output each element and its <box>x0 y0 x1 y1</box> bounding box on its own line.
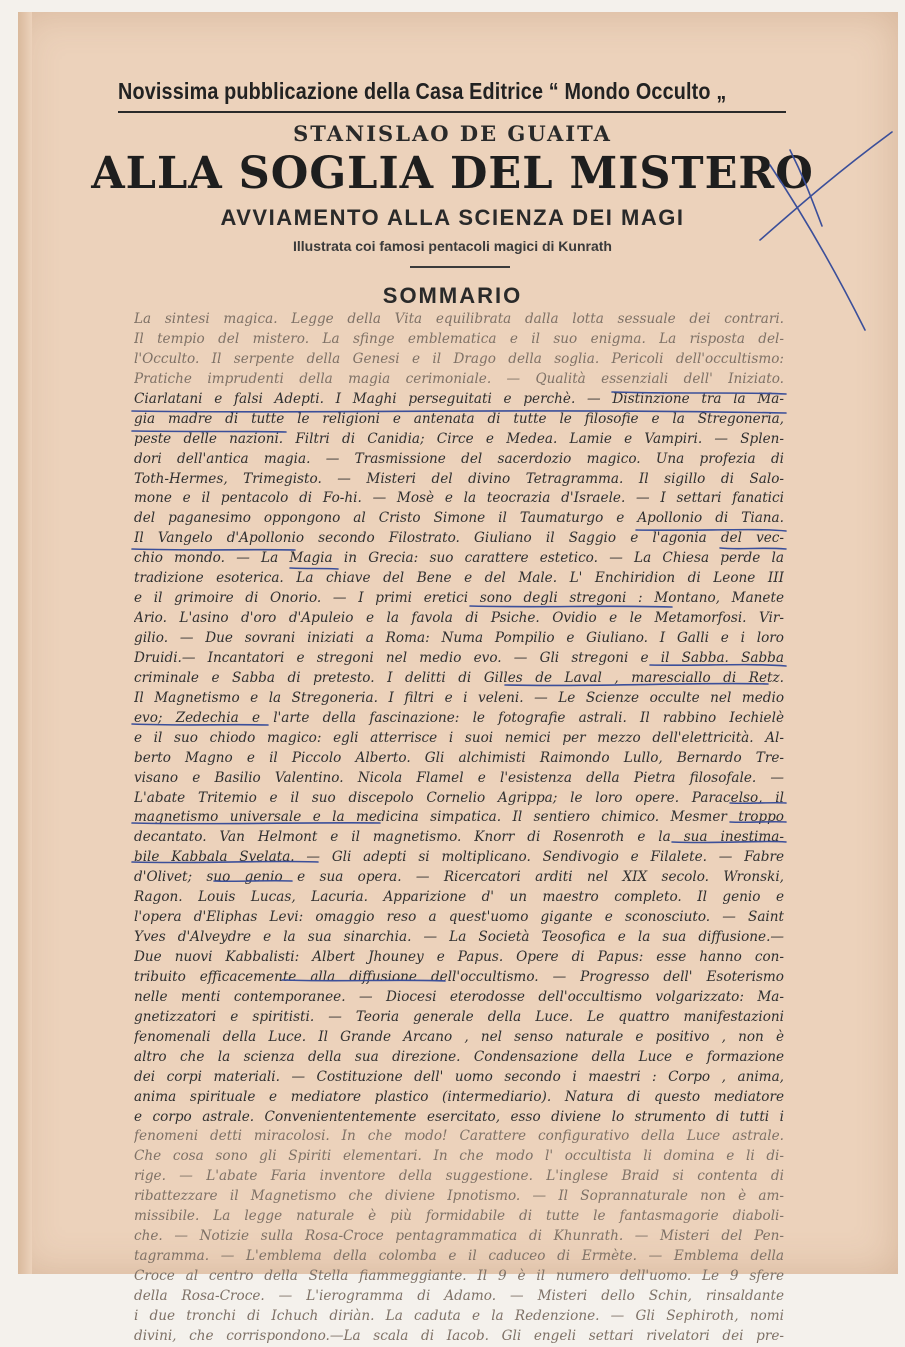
book-subtitle: AVVIAMENTO ALLA SCIENZA DEI MAGI <box>220 205 685 230</box>
summary-line: Il Magnetismo e la Stregoneria. I filtri e i veleni. — Le Scienze occulte nel medio <box>134 689 784 706</box>
summary-line: peste delle nazioni. Filtri di Canidia; Circe e Medea. Lamie e Vampiri. — Splen- <box>134 430 784 447</box>
divider-rule <box>410 266 510 268</box>
summary-line: dori dell'antica magia. — Trasmissione del sacerdozio magico. Una profezia di <box>134 450 784 467</box>
summary-line: che. — Notizie sulla Rosa-Croce pentagrammatica di Khunrath. — Misteri del Pen- <box>134 1228 784 1245</box>
summary-line: Pratiche imprudenti della magia cerimoniale. — Qualità essenziali dell' Iniziato. <box>134 370 784 387</box>
summary-line: l'opera d'Eliphas Levi: omaggio reso a quest'uomo gigante e sconosciuto. — Saint <box>134 909 784 926</box>
publisher-banner: Novissima pubblicazione della Casa Editrice “ Mondo Occulto „ <box>118 78 727 104</box>
summary-line: bile Kabbala Svelata. — Gli adepti si moltiplicano. Sendivogio e Filalete. — Fabre <box>134 849 784 866</box>
summary-line: Yves d'Alveydre e la sua sinarchia. — La Società Teosofica e la sua diffusione.— <box>134 929 784 946</box>
summary-line: visano e Basilio Valentino. Nicola Flamel e l'esistenza della Pietra filosofale. — <box>134 769 784 786</box>
summary-line: tradizione esoterica. La chiave del Bene e del Male. L' Enchiridion di Leone III <box>134 570 784 587</box>
summary-line: decantato. Van Helmont e il magnetismo. Knorr di Rosenroth e la sua inestima- <box>134 829 784 846</box>
summary-line: tagramma. — L'emblema della colomba e il caduceo di Ermète. — Emblema della <box>134 1248 784 1265</box>
summary-line: anima spirituale e mediatore plastico (intermediario). Natura di questo mediatore <box>134 1088 784 1105</box>
summary-heading: SOMMARIO <box>382 283 523 308</box>
summary-line: gilio. — Due sovrani iniziati a Roma: Numa Pompilio e Giuliano. I Galli e i loro <box>134 630 784 646</box>
summary-line: Toth-Hermes, Trimegisto. — Misteri del divino Tetragramma. Il sigillo di Salo- <box>134 470 784 487</box>
summary-line: altro che la scienza della sua direzione. Condensazione della Luce e formazione <box>134 1048 784 1065</box>
summary-line: e il suo chiodo magico: egli atterrisce i suoi nemici per mezzo dell'elettricità. Al- <box>134 729 784 746</box>
summary-line: Che cosa sono gli Spiriti elementari. In che modo l' occultista li domina e li di- <box>134 1148 784 1165</box>
summary-line: mone e il pentacolo di Fo-hi. — Mosè e la teocrazia d'Israele. — I settari fanatici <box>134 490 784 507</box>
summary-text <box>134 310 784 1347</box>
summary-line: Il Vangelo d'Apollonio secondo Filostrato. Giuliano il Saggio e l'agonia del vec- <box>134 530 784 547</box>
summary-line: rige. — L'abate Faria inventore della suggestione. L'inglese Braid si contenta di <box>134 1168 784 1185</box>
summary-line: tribuito efficacemente alla diffusione dell'occultismo. — Progresso dell' Esoterismo <box>134 968 784 985</box>
banner-underline <box>118 111 786 113</box>
summary-line: e il grimoire di Onorio. — I primi eretici sono degli stregoni : Montano, Manete <box>134 590 784 607</box>
summary-line: Due nuovi Kabbalisti: Albert Jhouney e Papus. Opere di Papus: esse hanno con- <box>134 949 784 965</box>
summary-line: Ciarlatani e falsi Adepti. I Maghi perseguitati e perchè. — Distinzione tra la Ma- <box>134 390 784 407</box>
illustration-note: Illustrata coi famosi pentacoli magici di Kunrath <box>293 238 612 254</box>
summary-line: evo; Zedechia e l'arte della fascinazione: le fotografie astrali. Il rabbino Iechielè <box>134 709 784 726</box>
summary-line: fenomeni detti miracolosi. In che modo! Carattere configurativo della Luce astrale. <box>134 1128 784 1145</box>
summary-line: ribattezzare il Magnetismo che diviene Ipnotismo. — Il Soprannaturale non è am- <box>134 1188 784 1205</box>
book-title: ALLA SOGLIA DEL MISTERO <box>91 148 814 199</box>
summary-line: fenomenali della Luce. Il Grande Arcano , nel senso naturale e positivo , non è <box>134 1028 784 1045</box>
summary-line: missibile. La legge naturale è più formidabile di tutte le fantasmagorie diaboli- <box>134 1208 784 1225</box>
summary-line: chio mondo. — La Magia in Grecia: suo carattere estetico. — La Chiesa perde la <box>134 550 784 567</box>
summary-line: gia madre di tutte le religioni e antenata di tutte le filosofie e la Stregoneria, <box>134 410 784 427</box>
paper-edge <box>18 12 32 1274</box>
summary-line: berto Magno e il Piccolo Alberto. Gli alchimisti Raimondo Lullo, Bernardo Tre- <box>134 749 784 766</box>
summary-line: d'Olivet; suo genio e sua opera. — Ricercatori arditi nel XIX secolo. Wronski, <box>134 869 784 886</box>
summary-line: Il tempio del mistero. La sfinge emblematica e il suo enigma. La risposta del- <box>134 330 784 347</box>
summary-line: Ario. L'asino d'oro d'Apuleio e la favola di Psiche. Ovidio e le Metamorfosi. Vir- <box>134 610 784 627</box>
summary-line: dei corpi materiali. — Costituzione dell' uomo secondo i maestri : Corpo , anima, <box>134 1068 784 1085</box>
summary-line: criminale e Sabba di pretesto. I delitti di Gilles de Laval , maresciallo di Retz. <box>134 669 784 686</box>
summary-line: L'abate Tritemio e il suo discepolo Cornelio Agrippa; le loro opere. Paracelso, il <box>134 789 784 806</box>
summary-line: gnetizzatori e spiritisti. — Teoria generale della Luce. Le quattro manifestazioni <box>134 1008 784 1025</box>
summary-line: Ragon. Louis Lucas, Lacuria. Apparizione d' un maestro completo. Il genio e <box>134 889 784 906</box>
summary-line: nelle menti contemporanee. — Diocesi eterodosse dell'occultismo volgarizzato: Ma- <box>134 988 784 1005</box>
summary-line: magnetismo universale e la medicina simpatica. Il sentiero chimico. Mesmer troppo <box>134 809 784 826</box>
summary-line: l'Occulto. Il serpente della Genesi e il Drago della soglia. Pericoli dell'occultismo: <box>134 350 784 367</box>
summary-line: del paganesimo oppongono al Cristo Simone il Taumaturgo e Apollonio di Tiana. <box>134 510 784 527</box>
summary-line: i due tronchi di Ichuch diriàn. La caduta e la Redenzione. — Gli Sephiroth, nomi <box>134 1307 784 1324</box>
summary-line: della Rosa-Croce. — L'ierogramma di Adamo. — Misteri dello Schin, rinsaldante <box>134 1287 784 1304</box>
summary-line: e corpo astrale. Conveniententemente esercitato, esso diviene lo strumento di tutti i <box>134 1108 784 1125</box>
author-name: STANISLAO DE GUAITA <box>293 121 612 146</box>
summary-line: Druidi.— Incantatori e stregoni nel medio evo. — Gli stregoni e il Sabba. Sabba <box>134 649 784 666</box>
summary-line: Croce al centro della Stella fiammeggiante. Il 9 è il numero dell'uomo. Le 9 sfere <box>134 1268 784 1284</box>
summary-line: La sintesi magica. Legge della Vita equilibrata dalla lotta sessuale dei contrari. <box>134 311 784 327</box>
summary-line: divini, che corrispondono.—La scala di Iacob. Gli engeli settari rivelatori dei pre- <box>134 1327 784 1344</box>
